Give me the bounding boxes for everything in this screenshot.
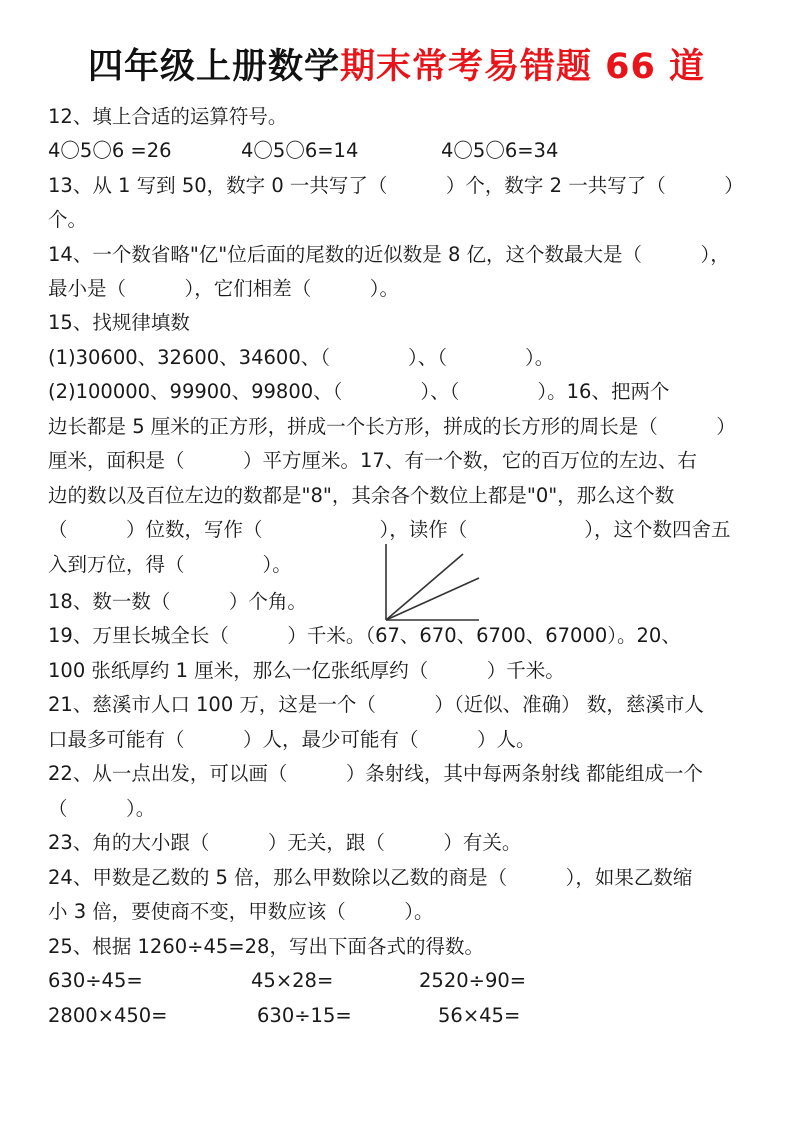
question-13-line-2: 个。 xyxy=(48,208,88,231)
title-black-part: 四年级上册数学 xyxy=(87,47,340,87)
q12-item-1: 4〇5〇6 =26 xyxy=(48,139,172,162)
question-15-part-2: (2)100000、99900、99800、（ ）、（ ）。16、把两个 xyxy=(48,380,670,403)
question-14-line-2: 最小是（ ），它们相差（ ）。 xyxy=(48,277,400,300)
q25-expr-3: 2520÷90= xyxy=(419,969,527,992)
q25-expr-2: 45×28= xyxy=(251,969,334,992)
question-13-line-1: 13、从 1 写到 50，数字 0 一共写了（ ）个，数字 2 一共写了（ ） xyxy=(48,174,744,197)
q12-item-3: 4〇5〇6=34 xyxy=(441,139,559,162)
page-title xyxy=(0,42,793,92)
question-18: 18、数一数（ ）个角。 xyxy=(48,590,307,613)
question-22-line-2: （ ）。 xyxy=(48,797,156,820)
question-17-line-2: 边的数以及百位左边的数都是"8"，其余各个数位上都是"0"，那么这个数 xyxy=(48,484,675,507)
angle-rays-figure xyxy=(383,544,483,624)
question-25-prompt: 25、根据 1260÷45=28，写出下面各式的得数。 xyxy=(48,935,484,958)
q25-expr-5: 630÷15= xyxy=(257,1004,352,1027)
question-16-17-line: 厘米，面积是（ ）平方厘米。17、有一个数，它的百万位的左边、右 xyxy=(48,449,697,472)
question-19-20-line: 19、万里长城全长（ ）千米。（67、670、6700、67000）。20、 xyxy=(48,624,681,647)
q25-expr-6: 56×45= xyxy=(438,1004,521,1027)
q25-expr-1: 630÷45= xyxy=(48,969,143,992)
q25-expr-4: 2800×450= xyxy=(48,1004,168,1027)
question-23: 23、角的大小跟（ ）无关，跟（ ）有关。 xyxy=(48,831,522,854)
q12-item-2: 4〇5〇6=14 xyxy=(241,139,359,162)
title-red-part: 期末常考易错题 66 道 xyxy=(339,47,706,87)
question-14-line-1: 14、一个数省略"亿"位后面的尾数的近似数是 8 亿，这个数最大是（ ）， xyxy=(48,243,730,266)
question-21-line-2: 口最多可能有（ ）人，最少可能有（ ）人。 xyxy=(48,728,536,751)
question-12-prompt: 12、填上合适的运算符号。 xyxy=(48,105,288,128)
question-20-line-2: 100 张纸厚约 1 厘米，那么一亿张纸厚约（ ）千米。 xyxy=(48,659,565,682)
question-24-line-2: 小 3 倍，要使商不变，甲数应该（ ）。 xyxy=(48,900,434,923)
question-15-part-1: (1)30600、32600、34600、（ ）、（ ）。 xyxy=(48,346,555,369)
question-15-prompt: 15、找规律填数 xyxy=(48,311,190,334)
question-17-line-4: 入到万位，得（ ）。 xyxy=(48,553,292,576)
question-22-line-1: 22、从一点出发，可以画（ ）条射线，其中每两条射线 都能组成一个 xyxy=(48,762,704,785)
question-17-line-3: （ ）位数，写作（ ），读作（ ），这个数四舍五 xyxy=(48,518,731,541)
question-16-line-1: 边长都是 5 厘米的正方形，拼成一个长方形，拼成的长方形的周长是（ ） xyxy=(48,415,736,438)
question-24-line-1: 24、甲数是乙数的 5 倍，那么甲数除以乙数的商是（ ），如果乙数缩 xyxy=(48,866,693,889)
question-21-line-1: 21、慈溪市人口 100 万，这是一个（ ）（近似、准确） 数，慈溪市人 xyxy=(48,693,704,716)
